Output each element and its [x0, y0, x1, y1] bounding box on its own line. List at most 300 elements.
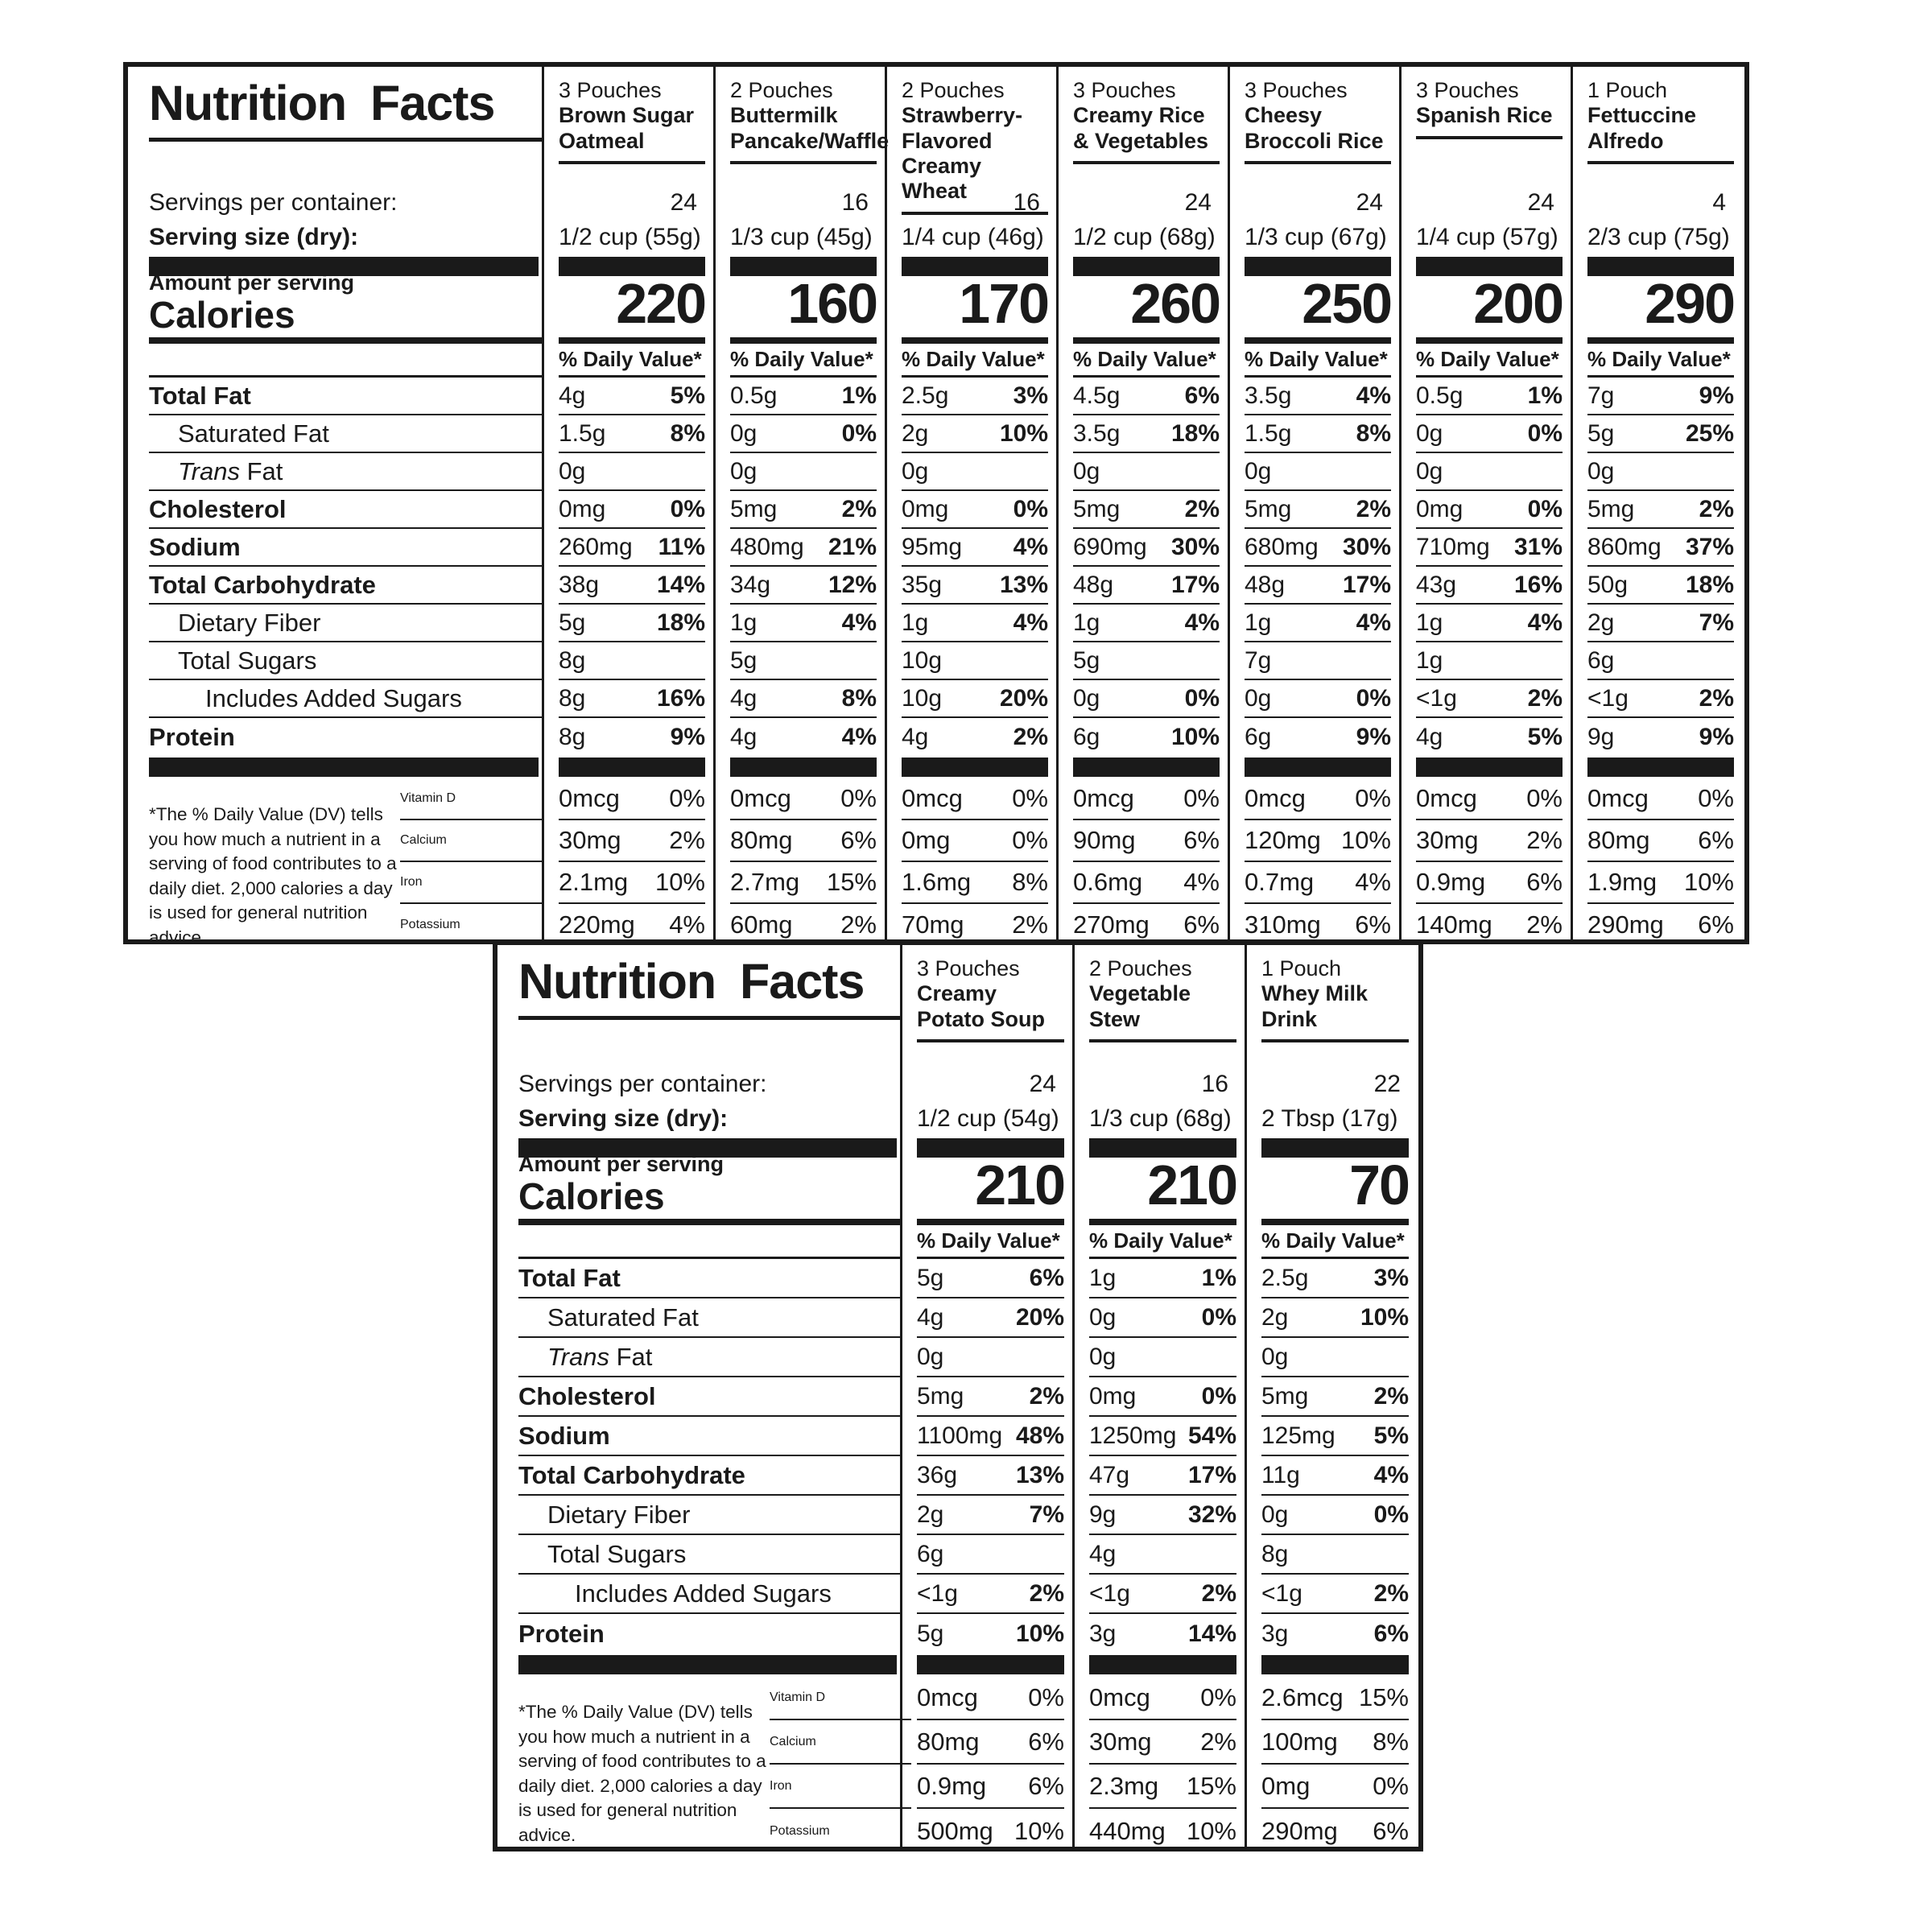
nutrient-value-row — [1245, 605, 1391, 642]
vitamin-value-row — [902, 820, 1048, 862]
serving-size-value: 1/3 cup (68g) — [1089, 1105, 1232, 1132]
separator-bar — [1245, 758, 1391, 777]
product-header — [1089, 945, 1236, 1042]
nutrient-amount: 6g — [917, 1540, 944, 1567]
vitamin-dv: 0% — [840, 784, 877, 812]
nutrient-amount: 0mg — [902, 495, 949, 522]
nutrient-value-row — [1416, 378, 1563, 415]
vitamin-amount: 100mg — [1261, 1727, 1338, 1756]
nutrient-value-row — [917, 1535, 1064, 1575]
nutrient-value-row — [1416, 605, 1563, 642]
vitamin-dv: 6% — [1526, 868, 1563, 896]
vitamin-names — [770, 1676, 911, 1853]
serving-size-value: 2/3 cup (75g) — [1587, 224, 1730, 250]
calories-label: Calories — [149, 293, 295, 336]
title-block — [518, 945, 900, 1020]
separator-bar-fill — [730, 758, 877, 777]
nutrient-amount: 0g — [902, 457, 929, 485]
nutrient-amount: 50g — [1587, 571, 1629, 598]
vitamin-dv: 4% — [1355, 868, 1391, 896]
separator-bar-fill — [559, 758, 705, 777]
title-cell — [518, 945, 900, 1067]
vitamin-value-row — [1416, 862, 1563, 904]
nutrient-amount: 4g — [1416, 723, 1443, 750]
vitamin-value-row — [1587, 862, 1734, 904]
nutrient-value-row — [902, 415, 1048, 453]
vitamin-label: Iron — [770, 1778, 792, 1793]
daily-value-header: % Daily Value* — [559, 344, 705, 378]
calories-value-cell — [1073, 272, 1220, 344]
vitamin-value-row — [1073, 820, 1220, 862]
nutrient-value-row — [1245, 718, 1391, 756]
nutrient-value-row — [1587, 680, 1734, 718]
vitamin-value-row — [1089, 1676, 1236, 1720]
title-rule — [149, 138, 542, 142]
nutrient-label: Saturated Fat — [547, 1302, 699, 1331]
vitamin-dv: 0% — [1355, 784, 1391, 812]
servings-count-cell — [1073, 186, 1220, 220]
servings-count: 24 — [1527, 189, 1554, 216]
nutrient-dv: 9% — [1699, 382, 1734, 409]
vitamin-amount: 30mg — [1089, 1727, 1152, 1756]
product-name: Fettuccine Alfredo — [1587, 103, 1697, 153]
vitamin-value-row — [1089, 1765, 1236, 1809]
daily-value-header: % Daily Value* — [1261, 1225, 1409, 1259]
nutrient-value-row — [1245, 453, 1391, 491]
vitamin-amount: 0.6mg — [1073, 868, 1143, 896]
product-header-rule — [917, 1039, 1064, 1042]
nutrient-amount: 1g — [1416, 646, 1443, 674]
servings-count: 24 — [1029, 1071, 1056, 1097]
vitamin-dv: 10% — [654, 868, 705, 896]
nutrient-amount: 8g — [559, 646, 586, 674]
serving-size-value: 1/3 cup (45g) — [730, 224, 873, 250]
nutrient-amount: 8g — [559, 684, 586, 712]
title-cell — [149, 67, 542, 186]
nutrient-dv: 9% — [1699, 723, 1734, 750]
calories-value: 70 — [1349, 1154, 1409, 1216]
nutrient-value-row — [730, 567, 877, 605]
nutrient-dv: 3% — [1373, 1264, 1409, 1291]
nutrient-dv: 17% — [1170, 571, 1220, 598]
nutrient-value-row — [1073, 718, 1220, 756]
vitamin-amount: 1.6mg — [902, 868, 972, 896]
nutrient-value-row — [559, 378, 705, 415]
nutrient-amount: 6g — [1073, 723, 1100, 750]
product-name: Creamy Rice & Vegetables — [1073, 103, 1209, 153]
vitamin-dv: 2% — [1012, 910, 1048, 939]
calories-value: 250 — [1302, 272, 1391, 335]
product-pouches: 2 Pouches — [902, 78, 1005, 102]
nutrient-dv: 31% — [1513, 533, 1563, 560]
nutrient-amount: 260mg — [559, 533, 633, 560]
product-pouches: 3 Pouches — [1245, 78, 1348, 102]
calories-value: 160 — [787, 272, 877, 335]
nutrient-amount: 7g — [1245, 646, 1272, 674]
nutrient-label: Protein — [518, 1619, 605, 1648]
nutrient-value-row — [1089, 1377, 1236, 1417]
vitamin-dv: 2% — [1526, 910, 1563, 939]
nutrient-dv: 16% — [1513, 571, 1563, 598]
calories-value: 210 — [975, 1154, 1064, 1216]
nutrient-value-row — [902, 642, 1048, 680]
nutrient-amount: 43g — [1416, 571, 1457, 598]
product-name: Whey Milk Drink — [1261, 981, 1368, 1031]
vitamin-amount: 2.6mcg — [1261, 1682, 1344, 1711]
product-pouches: 3 Pouches — [917, 956, 1020, 980]
nutrient-value-row — [1587, 529, 1734, 567]
vitamin-amount: 270mg — [1073, 910, 1150, 939]
nutrient-dv: 5% — [1527, 723, 1563, 750]
nutrient-amount: 0mg — [559, 495, 606, 522]
nutrient-amount: 4g — [917, 1303, 944, 1331]
nutrient-dv: 0% — [1356, 684, 1391, 712]
vitamin-dv: 6% — [1183, 826, 1220, 854]
vitamin-value-row — [1089, 1809, 1236, 1853]
vitamin-dv: 6% — [1373, 1816, 1409, 1845]
nutrient-label-row — [149, 378, 542, 415]
vitamin-amount: 310mg — [1245, 910, 1321, 939]
nutrient-amount: 95mg — [902, 533, 963, 560]
servings-count-cell — [559, 186, 705, 220]
product-column — [1228, 67, 1399, 939]
daily-value-header: % Daily Value* — [1245, 344, 1391, 378]
product-name: Strawberry-Flavored Creamy Wheat — [902, 103, 1023, 204]
nutrient-value-row — [1416, 567, 1563, 605]
vitamin-label: Potassium — [400, 918, 460, 931]
vitamin-amount: 80mg — [1587, 826, 1650, 854]
vitamin-amount: 290mg — [1261, 1816, 1338, 1845]
product-header-cell — [1416, 67, 1563, 186]
vitamin-value-row — [559, 862, 705, 904]
nutrient-amount: 5mg — [1073, 495, 1121, 522]
vitamin-value-row — [1261, 1720, 1409, 1765]
nutrient-value-row — [1245, 415, 1391, 453]
nutrient-amount: 1100mg — [917, 1422, 1003, 1449]
nutrient-value-row — [1416, 680, 1563, 718]
vitamin-amount: 2.3mg — [1089, 1771, 1159, 1800]
product-name: Creamy Potato Soup — [917, 981, 1045, 1031]
nutrient-amount: 47g — [1089, 1461, 1130, 1488]
vitamin-amount: 0mcg — [1416, 784, 1477, 812]
daily-value-header: % Daily Value* — [1073, 344, 1220, 378]
vitamin-dv: 2% — [1200, 1727, 1236, 1756]
vitamin-amount: 0mcg — [917, 1682, 978, 1711]
vitamin-value-row — [1416, 820, 1563, 862]
vitamin-amount: 0mg — [902, 826, 951, 854]
label-column — [128, 67, 542, 947]
product-header-rule — [1073, 161, 1220, 164]
nutrient-value-row — [559, 415, 705, 453]
servings-count-cell — [730, 186, 877, 220]
product-pouches: 3 Pouches — [1416, 78, 1519, 102]
daily-value-header: % Daily Value* — [730, 344, 877, 378]
nutrient-amount: 6g — [1587, 646, 1615, 674]
nutrient-amount: 1g — [1245, 609, 1272, 636]
vitamin-dv: 6% — [1028, 1771, 1064, 1800]
nutrient-value-row — [559, 529, 705, 567]
vitamin-label: Iron — [400, 875, 423, 889]
daily-value-header: % Daily Value* — [1587, 344, 1734, 378]
label-column — [497, 945, 900, 1847]
nutrient-value-row — [1261, 1535, 1409, 1575]
vitamin-value-row — [559, 820, 705, 862]
nutrient-value-row — [1416, 453, 1563, 491]
nutrient-label: Saturated Fat — [178, 419, 329, 448]
product-header — [730, 67, 890, 164]
nutrient-value-row — [917, 1377, 1064, 1417]
vitamin-amount: 0mcg — [1245, 784, 1306, 812]
nutrient-amount: 0g — [1261, 1343, 1289, 1370]
vitamin-dv: 2% — [840, 910, 877, 939]
nutrient-dv: 17% — [1187, 1461, 1236, 1488]
nutrient-value-row — [902, 491, 1048, 529]
nutrient-amount: 3.5g — [1245, 382, 1292, 409]
nutrient-amount: 3.5g — [1073, 419, 1121, 447]
calories-value-cell — [902, 272, 1048, 344]
nutrient-amount: 0mg — [1416, 495, 1463, 522]
title-block — [149, 67, 542, 142]
nutrient-label: Total Fat — [518, 1263, 621, 1292]
product-header — [917, 945, 1064, 1042]
nutrient-label-row — [518, 1298, 900, 1338]
nutrient-label-row — [518, 1338, 900, 1377]
nutrient-dv: 2% — [1029, 1382, 1064, 1410]
nutrient-amount: 4g — [1089, 1540, 1117, 1567]
nutrient-value-row — [730, 453, 877, 491]
calories-value: 290 — [1645, 272, 1734, 335]
serving-size-cell — [1073, 220, 1220, 255]
nutrient-label-row — [149, 642, 542, 680]
nutrient-dv: 0% — [1184, 684, 1220, 712]
nutrient-dv: 0% — [841, 419, 877, 447]
product-name: Brown Sugar Oatmeal — [559, 103, 695, 153]
nutrient-amount: 10g — [902, 684, 943, 712]
nutrition-table-top — [123, 62, 1749, 947]
nutrient-value-row — [1089, 1338, 1236, 1377]
nutrient-label-row — [149, 453, 542, 491]
nutrient-amount: 1g — [1416, 609, 1443, 636]
calories-value: 210 — [1147, 1154, 1236, 1216]
product-header — [1073, 67, 1220, 164]
vitamin-amount: 220mg — [559, 910, 635, 939]
separator-bar — [1587, 758, 1734, 777]
vitamin-names — [400, 778, 542, 951]
nutrient-amount: 0g — [1261, 1501, 1289, 1528]
nutrient-value-row — [1245, 680, 1391, 718]
vitamin-dv: 10% — [1013, 1816, 1064, 1845]
product-header-cell — [1261, 945, 1409, 1067]
vitamin-dv: 15% — [1358, 1682, 1409, 1711]
nutrient-value-row — [1587, 378, 1734, 415]
serving-size-cell — [1261, 1101, 1409, 1137]
nutrient-value-row — [1073, 567, 1220, 605]
nutrient-value-row — [1416, 415, 1563, 453]
nutrient-dv: 4% — [841, 723, 877, 750]
calories-label-cell — [518, 1152, 900, 1225]
nutrient-amount: 1250mg — [1089, 1422, 1177, 1449]
nutrient-amount: 2.5g — [1261, 1264, 1309, 1291]
serving-size-value: 2 Tbsp (17g) — [1261, 1105, 1398, 1132]
nutrient-value-row — [902, 605, 1048, 642]
nutrient-value-row — [1089, 1575, 1236, 1614]
amount-per-serving-label: Amount per serving — [518, 1152, 724, 1177]
nutrient-value-row — [1073, 378, 1220, 415]
nutrient-value-row — [1245, 378, 1391, 415]
vitamin-amount: 80mg — [917, 1727, 980, 1756]
vitamin-dv: 0% — [1012, 784, 1048, 812]
serving-size-cell — [730, 220, 877, 255]
nutrient-dv: 4% — [1013, 609, 1048, 636]
vitamin-label: Potassium — [770, 1823, 830, 1838]
nutrient-value-row — [1261, 1417, 1409, 1456]
nutrient-dv: 13% — [999, 571, 1048, 598]
vitamin-value-row — [917, 1720, 1064, 1765]
nutrient-amount: 5g — [917, 1620, 944, 1647]
nutrient-label: Total Carbohydrate — [518, 1460, 745, 1489]
nutrient-amount: 680mg — [1245, 533, 1319, 560]
vitamin-dv: 0% — [1183, 784, 1220, 812]
nutrient-amount: 0mg — [1089, 1382, 1137, 1410]
nutrient-dv: 32% — [1187, 1501, 1236, 1528]
nutrient-value-row — [1587, 415, 1734, 453]
nutrient-value-row — [1073, 605, 1220, 642]
product-pouches: 3 Pouches — [1073, 78, 1176, 102]
vitamin-dv: 2% — [669, 826, 705, 854]
nutrient-amount: 2g — [1587, 609, 1615, 636]
vitamin-amount: 500mg — [917, 1816, 993, 1845]
vitamin-amount: 2.7mg — [730, 868, 800, 896]
nutrient-dv: 10% — [1170, 723, 1220, 750]
vitamin-label-row — [770, 1765, 911, 1809]
serving-size-cell — [559, 220, 705, 255]
nutrient-value-row — [917, 1456, 1064, 1496]
vitamin-value-row — [1261, 1809, 1409, 1853]
nutrient-amount: 48g — [1245, 571, 1286, 598]
separator-bar-fill — [1416, 758, 1563, 777]
vitamin-amount: 0mcg — [1089, 1682, 1150, 1711]
nutrient-dv: 2% — [1373, 1579, 1409, 1607]
servings-count-cell — [1261, 1067, 1409, 1101]
nutrient-amount: 0g — [1073, 684, 1100, 712]
nutrient-value-row — [730, 378, 877, 415]
nutrient-dv: 0% — [1013, 495, 1048, 522]
nutrient-amount: 2g — [917, 1501, 944, 1528]
vitamin-dv: 15% — [826, 868, 877, 896]
nutrient-value-row — [730, 642, 877, 680]
nutrient-label: Includes Added Sugars — [575, 1579, 832, 1608]
serving-size-cell — [917, 1101, 1064, 1137]
nutrient-dv: 4% — [1356, 609, 1391, 636]
nutrient-amount: 0g — [559, 457, 586, 485]
nutrient-label: Total Carbohydrate — [149, 570, 376, 599]
vitamin-amount: 60mg — [730, 910, 793, 939]
separator-bar — [1089, 1655, 1236, 1674]
vitamin-value-row — [1587, 778, 1734, 820]
nutrient-dv: 11% — [658, 533, 705, 560]
nutrient-label: Total Fat — [149, 381, 251, 410]
nutrient-amount: <1g — [1089, 1579, 1130, 1607]
nutrient-dv: 0% — [670, 495, 705, 522]
vitamin-amount: 30mg — [559, 826, 621, 854]
nutrient-amount: 1.5g — [559, 419, 606, 447]
nutrient-dv: 10% — [999, 419, 1048, 447]
vitamin-amount: 2.1mg — [559, 868, 629, 896]
nutrient-amount: 5mg — [1261, 1382, 1309, 1410]
nutrient-label-row — [149, 680, 542, 718]
footnote: *The % Daily Value (DV) tells you how much a nutrient in a serving of food contributes to a daily diet. 2,000 calories a day is used for general nutrition advice. — [149, 804, 397, 947]
product-column — [542, 67, 713, 939]
vitamin-amount: 0mcg — [1073, 784, 1134, 812]
servings-count-cell — [1416, 186, 1563, 220]
nutrient-amount: 11g — [1261, 1461, 1300, 1488]
nutrient-dv: 2% — [1527, 684, 1563, 712]
nutrient-value-row — [559, 718, 705, 756]
nutrient-value-row — [902, 680, 1048, 718]
nutrient-dv: 10% — [1360, 1303, 1409, 1331]
nutrient-dv: 48% — [1015, 1422, 1064, 1449]
vitamin-value-row — [730, 862, 877, 904]
nutrient-label: Sodium — [149, 532, 241, 561]
nutrient-amount: 0g — [1245, 684, 1272, 712]
separator-bar — [149, 758, 542, 777]
nutrient-amount: 5mg — [1245, 495, 1292, 522]
vitamin-value-row — [1416, 778, 1563, 820]
nutrient-dv: 4% — [1184, 609, 1220, 636]
serving-size-cell — [1245, 220, 1391, 255]
nutrient-amount: 5g — [730, 646, 758, 674]
servings-count: 24 — [1356, 189, 1383, 216]
nutrient-amount: 710mg — [1416, 533, 1490, 560]
vitamin-amount: 0mcg — [902, 784, 963, 812]
vitamin-label-row — [770, 1676, 911, 1720]
vitamin-dv: 8% — [1012, 868, 1048, 896]
nutrient-value-row — [1587, 567, 1734, 605]
nutrient-value-row — [730, 529, 877, 567]
servings-count: 4 — [1712, 189, 1726, 216]
daily-value-spacer — [518, 1225, 900, 1259]
nutrient-dv: 14% — [1187, 1620, 1236, 1647]
nutrient-amount: 5g — [1073, 646, 1100, 674]
nutrient-amount: 0g — [1416, 419, 1443, 447]
serving-size-value: 1/2 cup (55g) — [559, 224, 701, 250]
product-column — [1056, 67, 1228, 939]
nutrient-value-row — [559, 453, 705, 491]
vitamin-label: Calcium — [400, 833, 447, 847]
vitamin-dv: 6% — [1183, 910, 1220, 939]
product-column — [713, 67, 890, 939]
serving-size-value: 1/3 cup (67g) — [1245, 224, 1387, 250]
nutrient-label-row — [149, 491, 542, 529]
nutrient-dv: 4% — [1373, 1461, 1409, 1488]
nutrient-dv: 2% — [841, 495, 877, 522]
vitamin-amount: 70mg — [902, 910, 964, 939]
nutrient-value-row — [1587, 718, 1734, 756]
separator-bar — [1261, 1655, 1409, 1674]
servings-count-cell — [1587, 186, 1734, 220]
nutrient-dv: 13% — [1015, 1461, 1064, 1488]
nutrient-amount: 5mg — [730, 495, 778, 522]
nutrient-dv: 2% — [1013, 723, 1048, 750]
nutrient-amount: 5g — [559, 609, 586, 636]
nutrient-dv: 20% — [1015, 1303, 1064, 1331]
nutrient-label: Cholesterol — [149, 494, 287, 523]
separator-bar-fill — [1089, 1655, 1236, 1674]
vitamin-amount: 0.7mg — [1245, 868, 1315, 896]
nutrient-dv: 2% — [1184, 495, 1220, 522]
product-pouches: 3 Pouches — [559, 78, 662, 102]
vitamin-amount: 140mg — [1416, 910, 1492, 939]
